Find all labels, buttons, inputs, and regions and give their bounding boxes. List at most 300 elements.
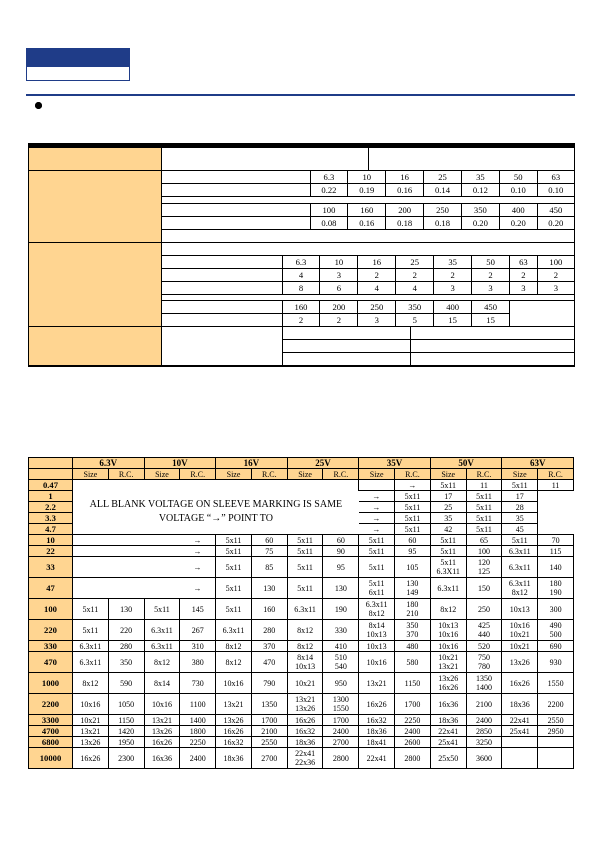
table-row	[29, 620, 574, 641]
rc-cell: 470	[251, 652, 287, 673]
rc-cell: 60	[323, 535, 359, 546]
size-cell: 5x11	[466, 502, 502, 513]
rc-cell: 190	[323, 599, 359, 620]
size-cell: 13x26 16x26	[430, 673, 466, 694]
rc-cell: 1050	[108, 694, 144, 715]
capacitance-cell: 330	[29, 641, 73, 652]
voltage-value: 100	[537, 256, 574, 269]
rc-cell: 730	[180, 673, 216, 694]
size-cell: 6.3x11	[73, 652, 109, 673]
ratio-value: 5	[396, 314, 434, 327]
load-value	[410, 340, 574, 353]
rc-cell: 930	[538, 652, 574, 673]
rc-cell: 267	[180, 620, 216, 641]
table-row	[29, 726, 574, 737]
rc-cell: 150	[466, 578, 502, 599]
ratio-value: 3	[472, 282, 510, 295]
voltage-value: 63	[510, 256, 538, 269]
rc-cell: 17	[430, 491, 466, 502]
dissipation-table	[162, 171, 574, 242]
blank-voltage-note: ALL BLANK VOLTAGE ON SLEEVE MARKING IS SAME VOLTAGE “→” POINT TO	[73, 491, 359, 535]
rc-cell: 2400	[466, 715, 502, 726]
rc-cell: 310	[180, 641, 216, 652]
capacitance-cell: 470	[29, 652, 73, 673]
rc-cell: 90	[323, 546, 359, 557]
size-cell: 22x41	[359, 748, 395, 769]
z25-label	[162, 314, 282, 327]
ratio-value: 2	[320, 314, 358, 327]
rc-cell: 2800	[395, 748, 431, 769]
rc-cell: 580	[395, 652, 431, 673]
df-value: 0.12	[461, 184, 499, 197]
rc-cell: 120 125	[466, 557, 502, 578]
rc-cell: 2400	[395, 726, 431, 737]
size-cell: 6.3x11	[430, 578, 466, 599]
size-cell	[73, 578, 109, 599]
voltage-value: 160	[348, 204, 386, 217]
rc-cell: 1300 1550	[323, 694, 359, 715]
voltage-value: 250	[424, 204, 462, 217]
voltage-value: 350	[461, 204, 499, 217]
size-cell: 5x11	[395, 524, 431, 535]
ratio-value: 4	[358, 282, 396, 295]
rc-cell	[108, 557, 144, 578]
rc-cell: 45	[502, 524, 538, 535]
rated-voltage-label	[162, 256, 282, 269]
size-cell: 18x36	[502, 694, 538, 715]
capacitance-cell: 1	[29, 491, 73, 502]
ratio-value: 2	[510, 269, 538, 282]
size-cell: 22x41 22x36	[287, 748, 323, 769]
ratio-value: 2	[537, 269, 574, 282]
z25-label	[162, 269, 282, 282]
voltage-header: 6.3V	[73, 458, 145, 469]
load-value	[410, 353, 574, 366]
rc-cell: 105	[395, 557, 431, 578]
ratio-value: 6	[320, 282, 358, 295]
capacitance-cell: 3.3	[29, 513, 73, 524]
rc-cell	[538, 737, 574, 748]
arrow-cell: →	[359, 502, 395, 513]
rc-cell: 1700	[251, 715, 287, 726]
rc-cell: 1550	[538, 673, 574, 694]
unit-cell	[29, 469, 73, 480]
table-row	[29, 599, 574, 620]
rc-cell: 1350 1400	[466, 673, 502, 694]
dissipation-block	[162, 171, 575, 243]
size-cell: 6.3x11	[73, 641, 109, 652]
capacitance-cell: 6800	[29, 737, 73, 748]
ratio-value: 15	[434, 314, 472, 327]
rc-subheader: R.C.	[108, 469, 144, 480]
rc-cell: 520	[466, 641, 502, 652]
size-cell: 5x11	[216, 546, 252, 557]
capacitance-cell: 47	[29, 578, 73, 599]
rc-cell: 510 540	[323, 652, 359, 673]
size-cell: 13x21	[359, 673, 395, 694]
voltage-header: 16V	[216, 458, 288, 469]
rated-voltage-label	[162, 171, 310, 184]
size-cell: 5x11	[395, 513, 431, 524]
capacitance-cell: 2200	[29, 694, 73, 715]
table-row	[29, 748, 574, 769]
size-subheader: Size	[216, 469, 252, 480]
table-row	[29, 694, 574, 715]
table-row	[29, 491, 574, 502]
blank-cell	[73, 480, 359, 491]
row-label	[29, 148, 162, 171]
size-cell: 10x21	[287, 673, 323, 694]
size-cell: 8x12	[144, 652, 180, 673]
rc-cell: 60	[395, 535, 431, 546]
table-row	[29, 715, 574, 726]
rc-cell: 280	[251, 620, 287, 641]
table-row	[29, 535, 574, 546]
size-cell: 5x11	[395, 491, 431, 502]
rc-cell: 65	[466, 535, 502, 546]
stability-block	[162, 243, 575, 327]
size-cell: 5x11	[287, 557, 323, 578]
capacitance-cell: 4700	[29, 726, 73, 737]
rc-cell: 2700	[323, 737, 359, 748]
capacitance-cell: 10	[29, 535, 73, 546]
rc-cell: 790	[251, 673, 287, 694]
table-row	[29, 652, 574, 673]
rc-cell: 480	[395, 641, 431, 652]
size-cell: 16x32	[359, 715, 395, 726]
size-cell: 5x11	[502, 480, 538, 491]
rc-cell: 425 440	[466, 620, 502, 641]
corner-cell	[29, 458, 73, 469]
size-cell: 10x13	[502, 599, 538, 620]
size-cell: 13x26	[73, 737, 109, 748]
rc-cell: 2800	[323, 748, 359, 769]
table-row	[29, 578, 574, 599]
size-cell: 10x16	[216, 673, 252, 694]
rc-cell: 1800	[180, 726, 216, 737]
size-cell: 6.3x11	[287, 599, 323, 620]
size-cell: 10x13 10x16	[430, 620, 466, 641]
size-cell: 13x26	[144, 726, 180, 737]
size-cell: 10x16	[144, 694, 180, 715]
size-cell: 5x11	[430, 535, 466, 546]
voltage-value: 250	[358, 301, 396, 314]
rc-cell: 95	[323, 557, 359, 578]
df-value: 0.10	[499, 184, 537, 197]
rc-cell: 17	[502, 491, 538, 502]
size-cell: 5x11	[466, 513, 502, 524]
rc-cell	[108, 578, 144, 599]
size-cell: 16x36	[144, 748, 180, 769]
size-cell: 8x12	[73, 673, 109, 694]
size-cell: 16x36	[430, 694, 466, 715]
load-key	[282, 327, 410, 340]
rc-subheader: R.C.	[251, 469, 287, 480]
cell	[369, 148, 575, 171]
rc-cell: 130	[323, 578, 359, 599]
capacitance-cell: 220	[29, 620, 73, 641]
rc-cell: 1150	[395, 673, 431, 694]
rc-cell: 1420	[108, 726, 144, 737]
z40-label	[162, 282, 282, 295]
case-size-table	[28, 457, 574, 769]
ratio-value: 3	[320, 269, 358, 282]
rc-cell: 2850	[466, 726, 502, 737]
size-cell: 10x21	[502, 641, 538, 652]
size-cell: 16x26	[73, 748, 109, 769]
rc-cell: 3600	[466, 748, 502, 769]
size-cell	[144, 546, 180, 557]
size-cell	[144, 535, 180, 546]
size-subheader: Size	[502, 469, 538, 480]
size-cell: 16x26	[359, 694, 395, 715]
ratio-value: 2	[396, 269, 434, 282]
df-value: 0.19	[348, 184, 386, 197]
size-cell: 5x11	[144, 599, 180, 620]
rc-cell: 60	[251, 535, 287, 546]
size-cell: 8x14	[144, 673, 180, 694]
rc-cell: 220	[108, 620, 144, 641]
size-cell: 13x26	[216, 715, 252, 726]
size-cell	[73, 557, 109, 578]
size-cell: 5x11	[216, 535, 252, 546]
voltage-value: 450	[472, 301, 510, 314]
blank-cell	[510, 301, 574, 314]
df-label	[162, 217, 310, 230]
size-cell: 10x13	[359, 641, 395, 652]
rc-cell: 160	[251, 599, 287, 620]
ratio-value: 15	[472, 314, 510, 327]
voltage-value: 50	[499, 171, 537, 184]
size-cell: 5x11	[466, 491, 502, 502]
df-label	[162, 184, 310, 197]
voltage-value: 25	[424, 171, 462, 184]
rc-cell: 1700	[395, 694, 431, 715]
df-value: 0.16	[386, 184, 424, 197]
size-cell: 18x41	[359, 737, 395, 748]
rc-cell: 35	[502, 513, 538, 524]
rc-cell: 145	[180, 599, 216, 620]
rc-cell: 2700	[251, 748, 287, 769]
ratio-value: 4	[396, 282, 434, 295]
capacitance-cell: 10000	[29, 748, 73, 769]
voltage-header: 25V	[287, 458, 359, 469]
rc-cell: 100	[466, 546, 502, 557]
rc-subheader: R.C.	[395, 469, 431, 480]
size-cell: 5x11	[73, 620, 109, 641]
size-cell: 6.3x11	[502, 557, 538, 578]
df-value: 0.18	[424, 217, 462, 230]
size-cell: 10x16	[430, 641, 466, 652]
rc-cell: 2300	[108, 748, 144, 769]
arrow-cell: →	[359, 491, 395, 502]
size-cell: 16x26	[287, 715, 323, 726]
voltage-header: 10V	[144, 458, 216, 469]
rc-cell: 11	[466, 480, 502, 491]
rated-voltage-label	[162, 204, 310, 217]
cell	[162, 148, 369, 171]
table-row	[29, 641, 574, 652]
size-cell: 16x26	[216, 726, 252, 737]
voltage-header: 35V	[359, 458, 431, 469]
voltage-value: 16	[386, 171, 424, 184]
voltage-value: 25	[396, 256, 434, 269]
size-cell	[502, 737, 538, 748]
rc-cell: 350	[108, 652, 144, 673]
rc-subheader: R.C.	[180, 469, 216, 480]
size-cell: 18x36	[216, 748, 252, 769]
size-cell: 5x11	[395, 502, 431, 513]
size-cell: 13x26	[502, 652, 538, 673]
blank-cell	[359, 480, 395, 491]
capacitance-cell: 100	[29, 599, 73, 620]
ratio-value: 2	[434, 269, 472, 282]
size-cell: 18x36	[359, 726, 395, 737]
df-value: 0.20	[499, 217, 537, 230]
stability-table	[162, 243, 574, 326]
header-rule	[26, 94, 575, 96]
rated-voltage-label	[162, 301, 282, 314]
capacitance-cell: 1000	[29, 673, 73, 694]
size-cell: 8x12	[216, 652, 252, 673]
rc-cell: →	[180, 557, 216, 578]
voltage-value: 6.3	[282, 256, 320, 269]
rc-cell: 2950	[538, 726, 574, 737]
rc-cell: 950	[323, 673, 359, 694]
size-subheader: Size	[287, 469, 323, 480]
size-cell: 6.3x11 8x12	[359, 599, 395, 620]
size-cell	[73, 546, 109, 557]
capacitance-cell: 4.7	[29, 524, 73, 535]
table-row	[29, 557, 574, 578]
size-cell: 25x41	[502, 726, 538, 737]
size-cell: 18x36	[430, 715, 466, 726]
rc-cell: 690	[538, 641, 574, 652]
size-cell: 5x11	[430, 546, 466, 557]
voltage-value: 160	[282, 301, 320, 314]
rc-cell: 70	[538, 535, 574, 546]
size-cell: 22x41	[430, 726, 466, 737]
voltage-value: 10	[320, 256, 358, 269]
characteristics-table	[28, 143, 575, 367]
rc-cell: 130	[108, 599, 144, 620]
size-cell: 13x21 13x26	[287, 694, 323, 715]
rc-cell: 2100	[466, 694, 502, 715]
arrow-cell: →	[359, 524, 395, 535]
voltage-header: 50V	[430, 458, 502, 469]
rc-cell: →	[180, 535, 216, 546]
rc-cell: 2600	[395, 737, 431, 748]
rc-subheader: R.C.	[538, 469, 574, 480]
logo-subtitle	[26, 67, 130, 81]
rc-cell: 2250	[180, 737, 216, 748]
row-label	[29, 366, 162, 367]
size-cell: 10x16	[73, 694, 109, 715]
size-cell: 5x11	[430, 480, 466, 491]
rc-cell: 750 780	[466, 652, 502, 673]
rc-cell: 2400	[180, 748, 216, 769]
table-row	[29, 673, 574, 694]
size-cell: 6.3x11	[502, 546, 538, 557]
rc-subheader: R.C.	[466, 469, 502, 480]
rc-cell: →	[180, 546, 216, 557]
rc-cell: 1950	[108, 737, 144, 748]
table-row	[29, 546, 574, 557]
voltage-value: 450	[537, 204, 574, 217]
size-cell: 8x12	[430, 599, 466, 620]
rc-cell: 250	[466, 599, 502, 620]
rc-cell: 35	[430, 513, 466, 524]
ratio-value: 3	[510, 282, 538, 295]
rc-cell: 28	[502, 502, 538, 513]
rc-cell: 140	[538, 557, 574, 578]
rc-cell	[108, 535, 144, 546]
arrow-cell: →	[359, 513, 395, 524]
rc-cell: 95	[395, 546, 431, 557]
size-cell: 25x50	[430, 748, 466, 769]
rc-cell: 410	[323, 641, 359, 652]
rc-cell: 11	[538, 480, 574, 491]
size-cell: 10x16	[359, 652, 395, 673]
size-cell	[502, 748, 538, 769]
rc-cell: 85	[251, 557, 287, 578]
capacitance-cell: 33	[29, 557, 73, 578]
size-cell	[144, 557, 180, 578]
size-cell: 5x11	[359, 557, 395, 578]
size-cell: 18x36	[287, 737, 323, 748]
ratio-value: 3	[434, 282, 472, 295]
size-cell: 6.3x11	[144, 620, 180, 641]
size-cell: 16x26	[502, 673, 538, 694]
capacitance-cell: 3300	[29, 715, 73, 726]
rc-cell	[108, 546, 144, 557]
size-cell: 8x12	[287, 641, 323, 652]
load-block	[162, 327, 575, 366]
size-subheader: Size	[430, 469, 466, 480]
rc-cell: 25	[430, 502, 466, 513]
capacitance-cell: 0.47	[29, 480, 73, 491]
row-label	[29, 327, 162, 366]
size-cell	[144, 578, 180, 599]
ratio-value: 8	[282, 282, 320, 295]
rc-cell: 75	[251, 546, 287, 557]
ratio-value: 3	[358, 314, 396, 327]
company-logo	[26, 48, 130, 81]
size-cell: 5x11	[216, 557, 252, 578]
rc-cell: 42	[430, 524, 466, 535]
voltage-value: 400	[499, 204, 537, 217]
df-value: 0.08	[310, 217, 348, 230]
voltage-value: 63	[537, 171, 574, 184]
voltage-value: 400	[434, 301, 472, 314]
rc-cell: 2100	[251, 726, 287, 737]
df-value: 0.20	[537, 217, 574, 230]
rc-cell: 2550	[538, 715, 574, 726]
row-label	[29, 171, 162, 243]
capacitance-cell: 2.2	[29, 502, 73, 513]
df-value: 0.18	[386, 217, 424, 230]
size-cell	[73, 535, 109, 546]
table-row	[29, 737, 574, 748]
load-text	[162, 327, 282, 365]
size-cell: 10x16 10x21	[502, 620, 538, 641]
size-cell: 5x11	[287, 546, 323, 557]
size-cell: 22x41	[502, 715, 538, 726]
size-cell: 5x11 6x11	[359, 578, 395, 599]
size-cell: 5x11	[216, 599, 252, 620]
ratio-value: 2	[282, 314, 320, 327]
df-value: 0.20	[461, 217, 499, 230]
